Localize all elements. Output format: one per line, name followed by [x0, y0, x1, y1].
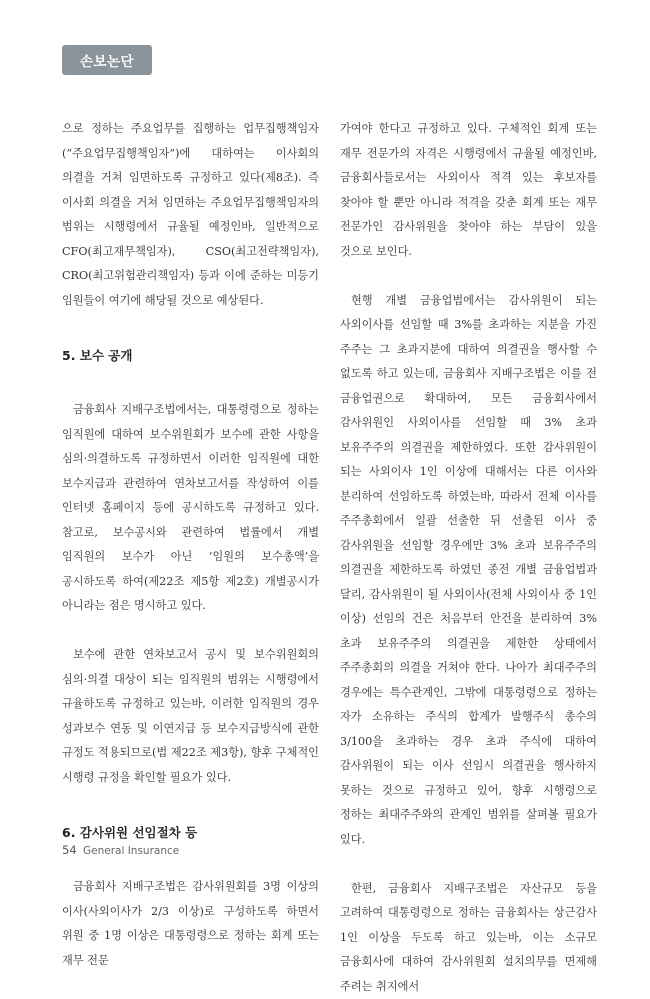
left-paragraph-3: 보수에 관한 연차보고서 공시 및 보수위원회의 심의·의결 대상이 되는 임직원의 범위는 시행령에서 규율하도록 규정하고 있는바, 이러한 임직원의 경우 성과보수 연동 및 이연지급 등 보수지급방식에 관한 규정도 적용되므로(법 제22조 제3항), 향후 구체적인 시행령 규정을 확인할 필요가 있다.: [62, 643, 319, 790]
section-heading-5: 5. 보수 공개: [62, 338, 319, 374]
section-tag: 손보논단: [62, 45, 152, 75]
left-paragraph-2: 금융회사 지배구조법에서는, 대통령령으로 정하는 임직원에 대하여 보수위원회가 보수에 관한 사항을 심의·의결하도록 규정하면서 이러한 임직원에 대한 보수지급과 관련하여 연차보고서를 작성하여 이를 인터넷 홈페이지 등에 공시하도록 규정하고 있다. 참고로, 보수공시와 관련하여 법률에서 개별 임직원의 보수가 아닌 ‘임원의 보수총액’을 공시하도록 하여(제22조 제5항 제2호) 개별공시가 아니라는 점은 명시하고 있다.: [62, 398, 319, 619]
right-paragraph-2: 현행 개별 금융업법에서는 감사위원이 되는 사외이사를 선임할 때 3%를 초과하는 지분을 가진 주주는 그 초과지분에 대하여 의결권을 행사할 수 없도록 하고 있는데, 금융회사 지배구조법은 이를 전 금융업권으로 확대하여, 모든 금융회사에서 감사위원인 사외이사를 선임할 때 3% 초과 보유주주의 의결권을 제한하였다. 또한 감사위원이 되는 사외이사 1인 이상에 대해서는 다른 이사와 분리하여 선임하도록 하였는바, 따라서 전체 이사를 주주총회에서 일괄 선출한 뒤 선출된 이사 중 감사위원을 선임할 경우에만 3% 초과 보유주주의 의결권을 제한하도록 하였던 종전 개별 금융업법과 달리, 감사위원이 될 사외이사(전체 사외이사 중 1인 이상) 선임의 건은 처음부터 안건을 분리하여 3% 초과 보유주주의 의결권을 제한한 상태에서 주주총회의 의결을 거쳐야 한다. 나아가 최대주주의 경우에는 특수관계인, 그밖에 대통령령으로 정하는 자가 소유하는 주식의 합계가 발행주식 총수의 3/100을 초과하는 경우 초과 주식에 대하여 감사위원이 되는 이사 선임시 의결권을 행사하지 못하는 것으로 규정하고 있어, 향후 시행령으로 정하는 최대주주와의 관계인 범위를 살펴볼 필요가 있다.: [340, 289, 597, 853]
left-paragraph-1: 으로 정하는 주요업무를 집행하는 업무집행책임자(“주요업무집행책임자”)에 대하여는 이사회의 의결을 거쳐 임면하도록 규정하고 있다(제8조). 즉 이사회 의결을 거쳐 임면하는 주요업무집행책임자의 범위는 시행령에서 규율될 예정인바, 일반적으로 CFO(최고재무책임자), CSO(최고전략책임자), CRO(최고위험관리책임자) 등과 이에 준하는 미등기 임원들이 여기에 해당될 것으로 예상된다.: [62, 117, 319, 313]
right-column: [340, 117, 597, 999]
right-paragraph-1: 가여야 한다고 규정하고 있다. 구체적인 회계 또는 재무 전문가의 자격은 시행령에서 규율될 예정인바, 금융회사들로서는 사외이사 적격 있는 후보자를 찾아야 할 뿐만 아니라 적격을 갖춘 회계 또는 재무 전문가인 감사위원을 찾아야 하는 부담이 있을 것으로 보인다.: [340, 117, 597, 264]
right-paragraph-3: 한편, 금융회사 지배구조법은 자산규모 등을 고려하여 대통령령으로 정하는 금융회사는 상근감사 1인 이상을 두도록 하고 있는바, 이는 소규모 금융회사에 대하여 감사위원회 설치의무를 면제해 주려는 취지에서: [340, 877, 597, 999]
left-paragraph-4: 금융회사 지배구조법은 감사위원회를 3명 이상의 이사(사외이사가 2/3 이상)로 구성하도록 하면서 위원 중 1명 이상은 대통령령으로 정하는 회계 또는 재무 전문: [62, 875, 319, 973]
section-heading-6: 6. 감사위원 선임절차 등: [62, 815, 319, 851]
page-footer: [62, 843, 179, 857]
page-number: 54: [62, 843, 77, 857]
publication-name: General Insurance: [83, 845, 179, 857]
